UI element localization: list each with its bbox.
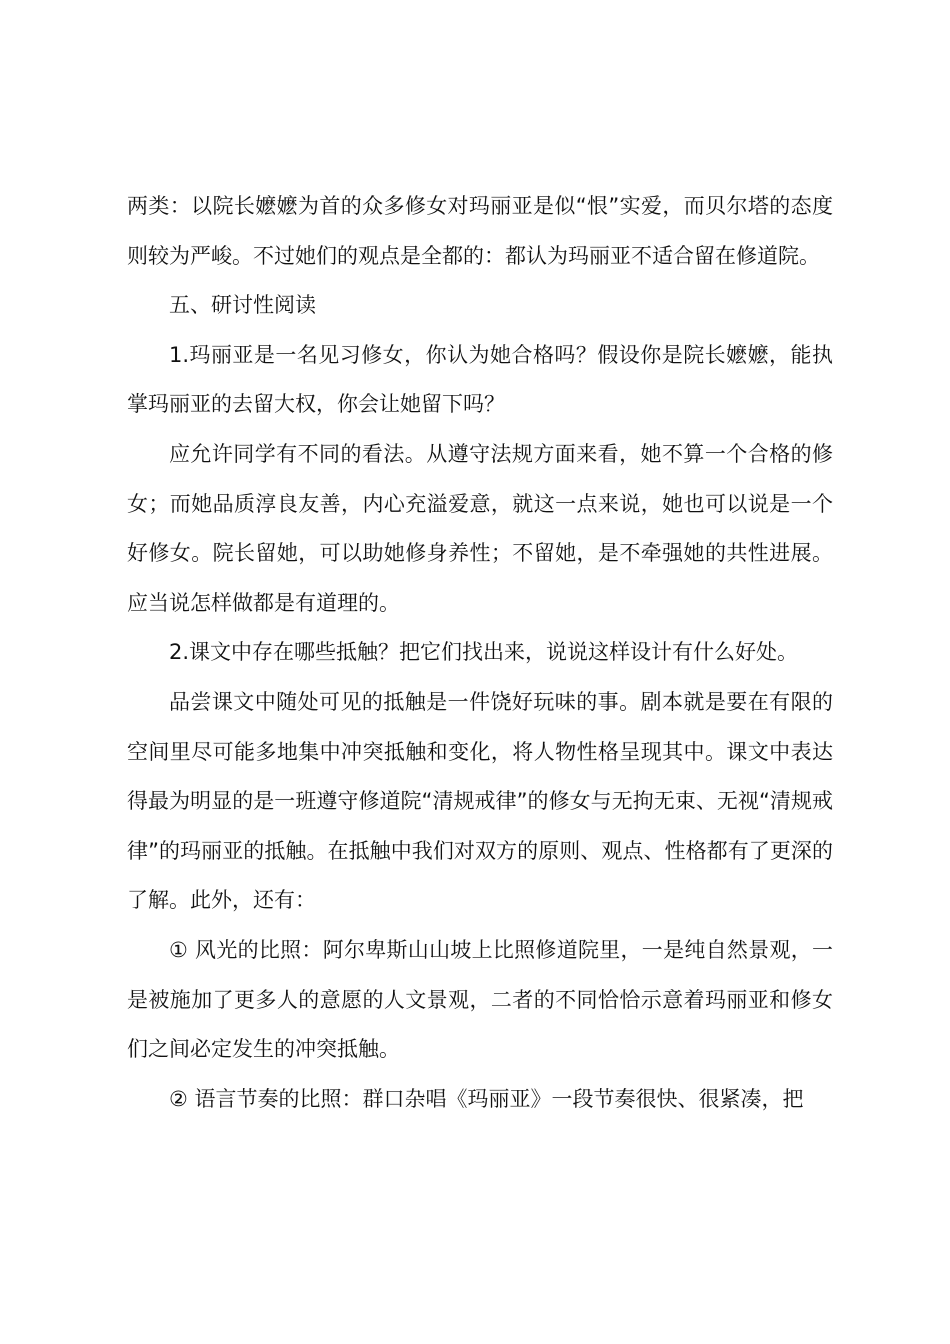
answer-1: 应允许同学有不同的看法。从遵守法规方面来看，她不算一个合格的修女；而她品质淳良友善，内心充溢爱意，就这一点来说，她也可以说是一个好修女。院长留她，可以助她修身养性；不留她，是不牵强她的共性进展。应当说怎样做都是有道理的。 [127, 441, 833, 615]
answer-2: 品尝课文中随处可见的抵触是一件饶好玩味的事。剧本就是要在有限的空间里尽可能多地集中冲突抵触和变化，将人物性格呈现其中。课文中表达得最为明显的是一班遵守修道院“清规戒律”的修女与无拘无束、无视“清规戒律”的玛丽亚的抵触。在抵触中我们对双方的原则、观点、性格都有了更深的了解。此外，还有： [127, 689, 833, 913]
question-1: 1.玛丽亚是一名见习修女，你认为她合格吗？假设你是院长嬷嬷，能执掌玛丽亚的去留大权，你会让她留下吗？ [127, 342, 833, 417]
list-item-1: ① 风光的比照：阿尔卑斯山山坡上比照修道院里，一是纯自然景观，一是被施加了更多人的意愿的人文景观，二者的不同恰恰示意着玛丽亚和修女们之间必定发生的冲突抵触。 [127, 937, 833, 1062]
paragraph-continuation: 两类：以院长嬷嬷为首的众多修女对玛丽亚是似“恨”实爱，而贝尔塔的态度则较为严峻。不过她们的观点是全都的：都认为玛丽亚不适合留在修道院。 [127, 194, 833, 268]
question-2: 2.课文中存在哪些抵触？把它们找出来，说说这样设计有什么好处。 [169, 640, 799, 665]
list-item-2: ② 语言节奏的比照：群口杂唱《玛丽亚》一段节奏很快、很紧凑，把 [169, 1086, 804, 1111]
document-body [127, 182, 833, 1124]
section-heading: 五、研讨性阅读 [169, 293, 316, 318]
